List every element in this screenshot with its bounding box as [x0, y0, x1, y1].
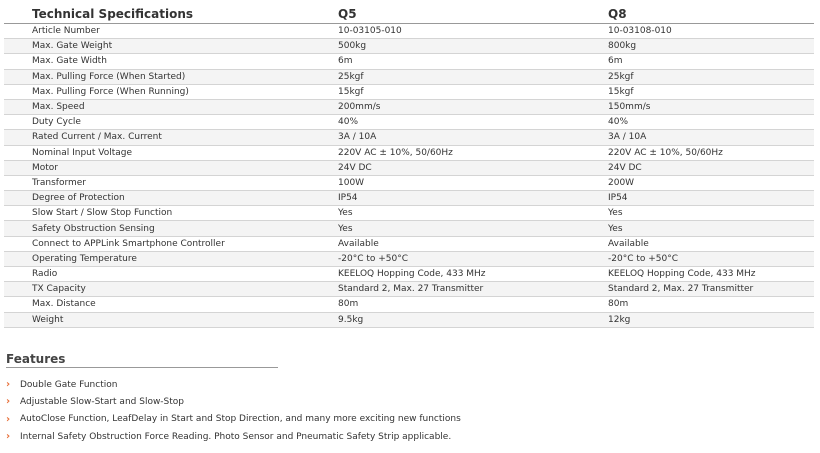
features-title: Features [6, 352, 278, 368]
spec-value-q8: 220V AC ± 10%, 50/60Hz [582, 145, 814, 160]
chevron-right-icon: › [6, 413, 11, 425]
spec-value-q8: 800kg [582, 39, 814, 54]
spec-row [4, 39, 814, 54]
spec-value-q8: 6m [582, 54, 814, 69]
model-header-q8: Q8 [582, 4, 814, 24]
spec-label: Article Number [4, 24, 312, 39]
spec-value-q8: Yes [582, 221, 814, 236]
spec-value-q5: 500kg [312, 39, 582, 54]
feature-item [6, 428, 566, 445]
spec-label: Operating Temperature [4, 251, 312, 266]
spec-row [4, 312, 814, 327]
spec-label: Degree of Protection [4, 191, 312, 206]
spec-label: TX Capacity [4, 282, 312, 297]
spec-row [4, 267, 814, 282]
spec-row [4, 251, 814, 266]
feature-item [6, 376, 566, 393]
spec-label: Max. Pulling Force (When Running) [4, 84, 312, 99]
feature-item [6, 411, 566, 428]
spec-label: Max. Speed [4, 99, 312, 114]
spec-value-q8: 10-03108-010 [582, 24, 814, 39]
feature-item [6, 393, 566, 410]
spec-label: Max. Gate Width [4, 54, 312, 69]
specifications-header-row [4, 4, 814, 24]
features-section [6, 352, 566, 445]
specifications-title: Technical Specifications [4, 4, 312, 24]
spec-value-q8: 24V DC [582, 160, 814, 175]
spec-value-q5: -20°C to +50°C [312, 251, 582, 266]
spec-value-q8: IP54 [582, 191, 814, 206]
spec-value-q5: 24V DC [312, 160, 582, 175]
chevron-right-icon: › [6, 396, 11, 408]
spec-value-q5: 100W [312, 175, 582, 190]
spec-row [4, 145, 814, 160]
spec-row [4, 175, 814, 190]
spec-label: Radio [4, 267, 312, 282]
spec-value-q8: 40% [582, 115, 814, 130]
spec-value-q5: 80m [312, 297, 582, 312]
spec-value-q8: 80m [582, 297, 814, 312]
spec-value-q5: 40% [312, 115, 582, 130]
spec-value-q5: 9.5kg [312, 312, 582, 327]
specifications-table [4, 4, 814, 328]
spec-label: Duty Cycle [4, 115, 312, 130]
model-header-q5: Q5 [312, 4, 582, 24]
spec-label: Weight [4, 312, 312, 327]
spec-label: Max. Distance [4, 297, 312, 312]
features-list [6, 376, 566, 445]
spec-value-q8: 200W [582, 175, 814, 190]
spec-row [4, 99, 814, 114]
spec-value-q5: 3A / 10A [312, 130, 582, 145]
spec-label: Transformer [4, 175, 312, 190]
spec-row [4, 191, 814, 206]
spec-value-q8: Standard 2, Max. 27 Transmitter [582, 282, 814, 297]
spec-value-q8: Available [582, 236, 814, 251]
spec-value-q8: 150mm/s [582, 99, 814, 114]
spec-row [4, 69, 814, 84]
spec-row [4, 115, 814, 130]
spec-label: Nominal Input Voltage [4, 145, 312, 160]
spec-value-q8: 15kgf [582, 84, 814, 99]
spec-label: Slow Start / Slow Stop Function [4, 206, 312, 221]
chevron-right-icon: › [6, 379, 11, 391]
spec-label: Max. Pulling Force (When Started) [4, 69, 312, 84]
feature-text: AutoClose Function, LeafDelay in Start and Stop Direction, and many more exciting new functions [20, 414, 461, 425]
feature-text: Adjustable Slow-Start and Slow-Stop [20, 396, 185, 407]
spec-value-q5: 220V AC ± 10%, 50/60Hz [312, 145, 582, 160]
spec-value-q8: 12kg [582, 312, 814, 327]
spec-row [4, 160, 814, 175]
spec-row [4, 130, 814, 145]
spec-row [4, 236, 814, 251]
spec-label: Safety Obstruction Sensing [4, 221, 312, 236]
spec-row [4, 206, 814, 221]
spec-value-q5: KEELOQ Hopping Code, 433 MHz [312, 267, 582, 282]
spec-value-q5: 6m [312, 54, 582, 69]
spec-label: Motor [4, 160, 312, 175]
spec-value-q5: 200mm/s [312, 99, 582, 114]
feature-text: Double Gate Function [20, 379, 118, 390]
spec-value-q5: 10-03105-010 [312, 24, 582, 39]
spec-label: Connect to APPLink Smartphone Controller [4, 236, 312, 251]
spec-value-q5: Yes [312, 221, 582, 236]
spec-value-q8: Yes [582, 206, 814, 221]
spec-row [4, 54, 814, 69]
spec-value-q5: Available [312, 236, 582, 251]
spec-row [4, 282, 814, 297]
spec-row [4, 297, 814, 312]
spec-row [4, 24, 814, 39]
spec-label: Max. Gate Weight [4, 39, 312, 54]
specifications-body [4, 24, 814, 328]
feature-text: Internal Safety Obstruction Force Reading. Photo Sensor and Pneumatic Safety Strip applicable. [20, 431, 452, 442]
spec-value-q8: 25kgf [582, 69, 814, 84]
spec-value-q8: KEELOQ Hopping Code, 433 MHz [582, 267, 814, 282]
spec-value-q8: -20°C to +50°C [582, 251, 814, 266]
spec-value-q5: Standard 2, Max. 27 Transmitter [312, 282, 582, 297]
spec-value-q5: Yes [312, 206, 582, 221]
spec-row [4, 221, 814, 236]
spec-value-q5: IP54 [312, 191, 582, 206]
spec-value-q5: 15kgf [312, 84, 582, 99]
chevron-right-icon: › [6, 431, 11, 443]
spec-label: Rated Current / Max. Current [4, 130, 312, 145]
spec-value-q5: 25kgf [312, 69, 582, 84]
spec-row [4, 84, 814, 99]
spec-value-q8: 3A / 10A [582, 130, 814, 145]
